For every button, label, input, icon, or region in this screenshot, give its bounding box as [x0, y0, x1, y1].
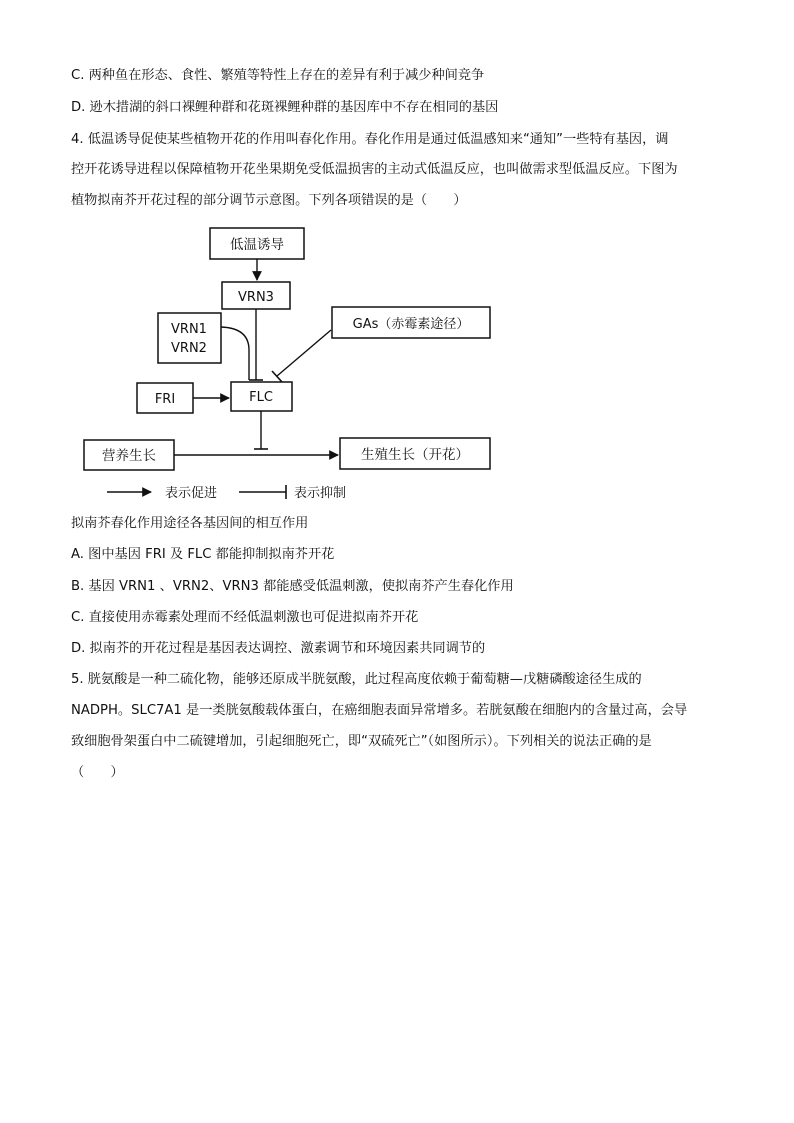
node-fri-label: FRI [154, 392, 176, 407]
node-flc-label: FLC [249, 390, 273, 405]
q4-stem-line-2: 控开花诱导进程以保障植物开花坐果期免受低温损害的主动式低温反应，也叫做需求型低温反应。下图为 [71, 162, 678, 177]
q4-option-a: A. 图中基因 FRI 及 FLC 都能抑制拟南芥开花 [71, 547, 335, 562]
legend-promote-label: 表示促进 [165, 486, 218, 501]
edge-vrn12-flc [221, 327, 249, 380]
edge-gas-flc [277, 330, 331, 376]
q3-option-d: D. 逊木措湖的斜口裸鲤种群和花斑裸鲤种群的基因库中不存在相同的基因 [71, 100, 499, 115]
q5-stem-line-4: （ ） [71, 765, 124, 780]
q4-option-c: C. 直接使用赤霉素处理而不经低温刺激也可促进拟南芥开花 [71, 610, 419, 625]
q4-stem-line-1: 4. 低温诱导促使某些植物开花的作用叫春化作用。春化作用是通过低温感知来“通知”一些特有基因，调 [71, 132, 669, 147]
q5-stem-line-3: 致细胞骨架蛋白中二硫键增加，引起细胞死亡，即“双硫死亡”（如图所示）。下列相关的说法正确的是 [71, 734, 652, 749]
q4-option-d: D. 拟南芥的开花过程是基因表达调控、激素调节和环境因素共同调节的 [71, 641, 486, 656]
q4-option-b: B. 基因 VRN1 、VRN2、VRN3 都能感受低温刺激，使拟南芥产生春化作用 [71, 579, 514, 594]
node-vrn1-label: VRN1 [171, 322, 207, 337]
q5-stem-line-1: 5. 胱氨酸是一种二硫化物，能够还原成半胱氨酸，此过程高度依赖于葡萄糖—戊糖磷酸途径生成的 [71, 672, 642, 687]
node-reproductive-label: 生殖生长（开花） [361, 447, 469, 463]
vernalization-diagram [0, 0, 794, 510]
q3-option-c: C. 两种鱼在形态、食性、繁殖等特性上存在的差异有利于减少种间竞争 [71, 68, 485, 83]
node-gas-label: GAs（赤霉素途径） [352, 317, 470, 332]
node-vrn3-label: VRN3 [238, 290, 274, 305]
node-vrn2-label: VRN2 [171, 341, 207, 356]
legend-inhibit-label: 表示抑制 [294, 486, 347, 501]
node-low-temp-label: 低温诱导 [230, 237, 284, 253]
q4-stem-line-3: 植物拟南芥开花过程的部分调节示意图。下列各项错误的是（ ） [71, 193, 467, 208]
q5-stem-line-2: NADPH。SLC7A1 是一类胱氨酸载体蛋白，在癌细胞表面异常增多。若胱氨酸在细胞内的含量过高，会导 [71, 703, 688, 718]
node-vegetative-label: 营养生长 [102, 448, 156, 464]
diagram-caption: 拟南芥春化作用途径各基因间的相互作用 [71, 516, 309, 531]
